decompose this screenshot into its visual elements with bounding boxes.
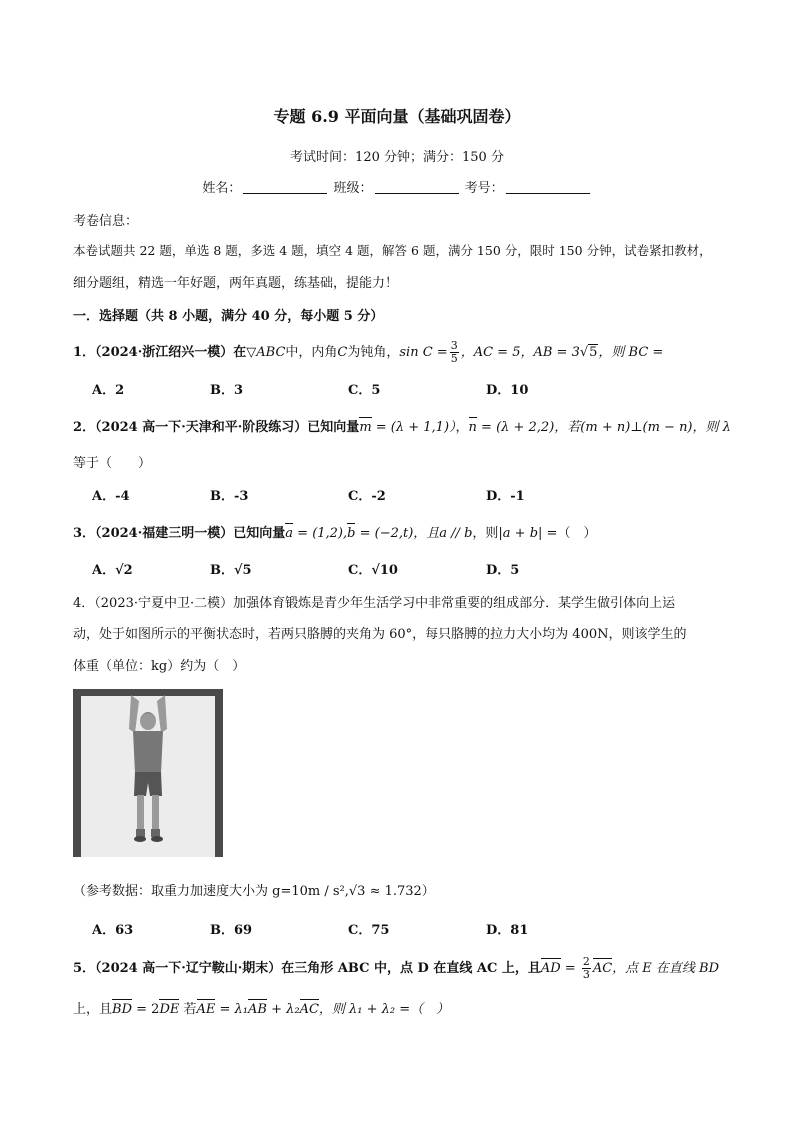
info-label: 考卷信息： xyxy=(73,214,139,229)
q4-option-d[interactable]: D．81 xyxy=(486,923,529,938)
name-label: 姓名： xyxy=(202,181,242,196)
number-blank[interactable] xyxy=(506,181,590,194)
question-2-line-2: 等于（ ） xyxy=(73,456,152,471)
class-label: 班级： xyxy=(333,181,373,196)
pull-up-bar xyxy=(73,689,223,696)
right-shoe xyxy=(151,836,163,842)
page-title: 专题 6.9 平面向量（基础巩固卷） xyxy=(273,107,521,126)
pull-up-student-illustration xyxy=(73,689,223,857)
left-shoe xyxy=(134,836,146,842)
q2-option-b[interactable]: B．-3 xyxy=(210,489,249,504)
q2-options xyxy=(92,485,692,503)
left-post xyxy=(73,689,81,857)
q3-option-a[interactable]: A．√2 xyxy=(92,563,133,578)
number-label: 考号： xyxy=(464,181,504,196)
question-4-line-1: 4．（2023·宁夏中卫·二模）加强体育锻炼是青少年生活学习中非常重要的组成部分．某学生做引体向上运 xyxy=(73,596,676,611)
left-sock xyxy=(136,829,145,837)
q1-option-b[interactable]: B．3 xyxy=(210,383,244,398)
q2-option-c[interactable]: C．-2 xyxy=(348,489,386,504)
info-line-2: 细分题组，精选一年好题，两年真题，练基础，提能力！ xyxy=(73,276,399,291)
question-5-line-2: 上，且BD = 2DE 若AE = λ₁AB + λ₂AC，则 λ₁ + λ₂ =（ ） xyxy=(73,1002,450,1017)
q3-option-c[interactable]: C．√10 xyxy=(348,563,398,578)
right-post xyxy=(215,689,223,857)
q1-option-d[interactable]: D．10 xyxy=(486,383,529,398)
q1-options xyxy=(92,379,692,397)
student-info-row xyxy=(0,177,794,196)
question-5-line-1: 5．（2024 高一下·辽宁鞍山·期末）在三角形 ABC 中，点 D 在直线 AC 上，且AD = $\frac{2}{3}$ AC，点 E 在直线 BD xyxy=(73,955,720,981)
left-leg xyxy=(137,795,144,831)
q4-options xyxy=(92,919,692,937)
q1-option-a[interactable]: A．2 xyxy=(92,383,125,398)
q2-option-d[interactable]: D．-1 xyxy=(486,489,525,504)
q4-option-b[interactable]: B．69 xyxy=(210,923,253,938)
shirt xyxy=(133,731,163,773)
section-heading: 一．选择题（共 8 小题，满分 40 分，每小题 5 分） xyxy=(73,309,384,324)
question-1: 1．（2024·浙江绍兴一模）在▽ABC中，内角C为钝角，sin C = $\frac{3}{5}$ ，AC = 5，AB = 3√5，则 BC = xyxy=(73,339,664,365)
q2-option-a[interactable]: A．-4 xyxy=(92,489,130,504)
q4-option-a[interactable]: A．63 xyxy=(92,923,134,938)
head xyxy=(140,712,156,730)
q4-option-c[interactable]: C．75 xyxy=(348,923,390,938)
exam-info: 考试时间：120 分钟；满分：150 分 xyxy=(290,150,504,165)
question-4-line-2: 动，处于如图所示的平衡状态时，若两只胳膊的夹角为 60°，每只胳膊的拉力大小均为 400N，则该学生的 xyxy=(73,627,687,642)
class-blank[interactable] xyxy=(375,181,459,194)
question-2: 2．（2024 高一下·天津和平·阶段练习）已知向量m = (λ + 1,1)），n = (λ + 2,2)，若(m + n)⊥(m − n)，则 λ xyxy=(73,420,731,435)
q3-options xyxy=(92,559,692,577)
name-blank[interactable] xyxy=(243,181,327,194)
right-leg xyxy=(152,795,159,831)
info-line-1: 本卷试题共 22 题，单选 8 题，多选 4 题，填空 4 题，解答 6 题，满分 150 分，限时 150 分钟，试卷紧扣教材， xyxy=(73,243,712,258)
right-sock xyxy=(151,829,160,837)
q3-option-b[interactable]: B．√5 xyxy=(210,563,252,578)
question-3: 3．（2024·福建三明一模）已知向量a = (1,2),b = (−2,t)，且a // b，则|a + b| =（ ） xyxy=(73,526,597,541)
question-4-line-3: 体重（单位：kg）约为（ ） xyxy=(73,659,246,674)
question-4-note: （参考数据：取重力加速度大小为 g=10m / s²,√3 ≈ 1.732） xyxy=(73,884,435,899)
q3-option-d[interactable]: D．5 xyxy=(486,563,520,578)
q1-option-c[interactable]: C．5 xyxy=(348,383,381,398)
